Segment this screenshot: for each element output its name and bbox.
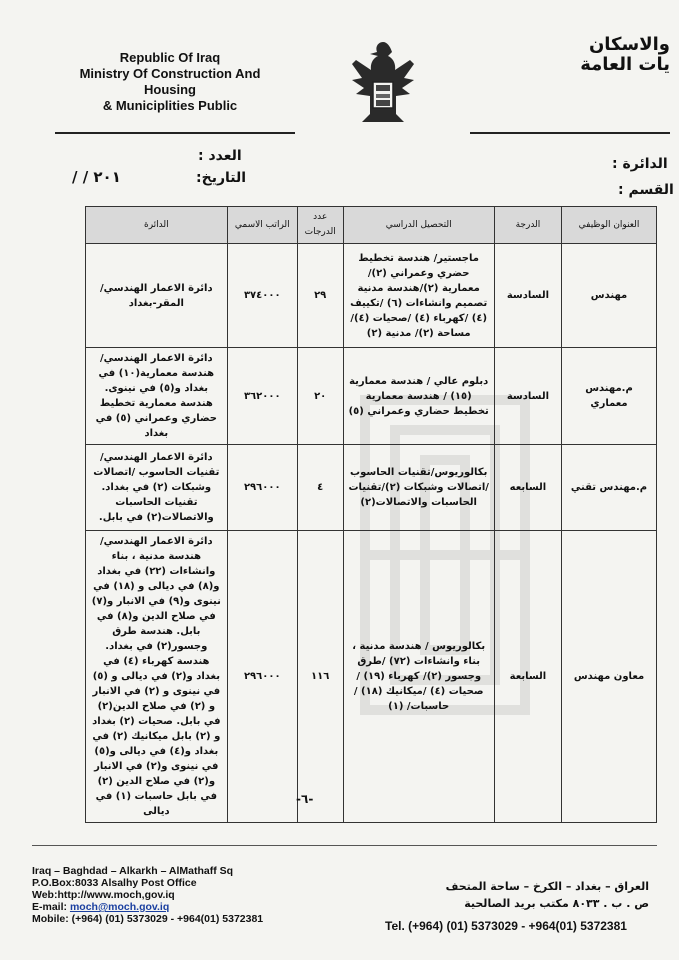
footer-divider <box>32 845 657 846</box>
page-number: -٦- <box>296 792 314 806</box>
col-salary-header: الراتب الاسمي <box>227 207 297 244</box>
cell-job-title: م.مهندس معماري <box>562 348 657 445</box>
date-label: التاريخ: <box>196 170 247 186</box>
date-value: / / ٢٠١ <box>72 168 121 186</box>
header-line-municipalities: & Municiplities Public <box>102 98 238 113</box>
section-label: القسم : <box>618 182 674 198</box>
department-label: الدائرة : <box>612 156 668 172</box>
cell-department: دائرة الاعمار الهندسي/ هندسة معمارية(١٠) في بغداد و(٥) في نينوى. هندسة معمارية تخطيط حضاري وعمراني (٥) في بغداد <box>86 348 228 445</box>
cell-department: دائرة الاعمار الهندسي/ المقر-بغداد <box>86 244 228 348</box>
cell-education: دبلوم عالي / هندسة معمارية (١٥) / هندسة معمارية تخطيط حضاري وعمراني (٥) <box>343 348 494 445</box>
footer-web-link[interactable]: Web:http://www.moch,gov.iq <box>32 889 175 901</box>
table-row <box>86 445 657 531</box>
col-count-header: عدد الدرجات <box>297 207 343 244</box>
cell-education: ماجستير/ هندسة تخطيط حضري وعمراني (٢)/ معمارية (٢)/هندسة مدنية تصميم وانشاءات (٦) /تكييف (٤) /كهرباء (٤) /صحيات (٤)/مساحة (٢)/ مدنية (٢) <box>343 244 494 348</box>
cell-grade: السابعة <box>494 531 561 823</box>
header-divider-right <box>470 132 670 134</box>
footer-telephone: Tel. (+964) (01) 5373029 - +964(01) 5372381 <box>385 919 627 933</box>
header-divider-left <box>55 132 295 134</box>
cell-count: ١١٦ <box>297 531 343 823</box>
cell-department: دائرة الاعمار الهندسي/هندسة مدنية ، بناء وانشاءات (٢٢) في بغداد و(٨) في ديالى و (١٨) في نينوى و(٩) في الانبار و(٧) في صلاح الدين و(٨) في بابل. هندسة طرق وجسور(٢) في بغداد. هندسة كهرباء (٤) في بغداد و(٢) في ديالى و (٥) في نينوى و (٢) في الانبار و (٢) في صلاح الدين(٢) في بابل. صحيات (٢) بغداد و (٢) بابل ميكانيك (٢) في بغداد و(٤) في ديالى و(٥) في نينوى و(٢) في الانبار و(٢) في صلاح الدين (٢) في بابل حاسبات (١) في ديالى <box>86 531 228 823</box>
cell-salary: ٢٩٦٠٠٠ <box>227 445 297 531</box>
col-department-header: الدائرة <box>86 207 228 244</box>
cell-job-title: م.مهندس تقني <box>562 445 657 531</box>
footer-ar-address: العراق – بغداد – الكرخ – ساحة المتحف <box>445 880 649 893</box>
number-label: العدد : <box>198 148 242 164</box>
header-ar-line2: يات العامة <box>580 54 670 75</box>
table-header-row <box>86 207 657 244</box>
col-education-header: التحصيل الدراسي <box>343 207 494 244</box>
cell-count: ٢٠ <box>297 348 343 445</box>
header-english <box>60 50 280 114</box>
cell-salary: ٣٧٤٠٠٠ <box>227 244 297 348</box>
footer-arabic <box>446 878 649 912</box>
cell-grade: السابعه <box>494 445 561 531</box>
header-line-ministry: Ministry Of Construction And Housing <box>79 66 261 97</box>
col-grade-header: الدرجة <box>494 207 561 244</box>
cell-grade: السادسة <box>494 348 561 445</box>
footer-address: Iraq – Baghdad – Alkarkh – AlMathaff Sq <box>32 865 234 877</box>
footer-email-label: E-mail: <box>32 901 70 913</box>
footer-ar-pobox: ص . ب . ٨٠٣٣ مكتب بريد الصالحية <box>464 897 649 910</box>
table-row <box>86 348 657 445</box>
table-row <box>86 531 657 823</box>
cell-department: دائرة الاعمار الهندسي/ تقنيات الحاسوب /اتصالات وشبكات (٢) في بغداد. تقنيات الحاسبات والاتصالات(٢) في بابل. <box>86 445 228 531</box>
cell-count: ٤ <box>297 445 343 531</box>
cell-job-title: معاون مهندس <box>562 531 657 823</box>
footer-pobox: P.O.Box:8033 Alsalhy Post Office <box>32 877 197 889</box>
header-line-republic: Republic Of Iraq <box>119 50 221 65</box>
cell-salary: ٣٦٢٠٠٠ <box>227 348 297 445</box>
header-ar-line1: والاسكان <box>588 34 670 55</box>
footer-english <box>32 865 263 925</box>
header-arabic <box>520 35 670 75</box>
positions-table <box>85 206 657 823</box>
cell-count: ٢٩ <box>297 244 343 348</box>
cell-education: بكالوريوس/تقنيات الحاسوب /اتصالات وشبكات (٢)/تقنيات الحاسبات والاتصالات(٢) <box>343 445 494 531</box>
cell-job-title: مهندس <box>562 244 657 348</box>
table-row <box>86 244 657 348</box>
cell-grade: السادسة <box>494 244 561 348</box>
cell-education: بكالوريوس / هندسة مدنية ، بناء وانشاءات (٧٢) /طرق وجسور (٢)/ كهرباء (١٩) /صحيات (٤) /ميكانيك (١٨) /حاسبات/ (١) <box>343 531 494 823</box>
iraq-eagle-emblem-icon <box>348 38 418 128</box>
footer-email-link[interactable]: moch@moch.gov.iq <box>69 901 170 913</box>
cell-salary: ٢٩٦٠٠٠ <box>227 531 297 823</box>
col-job-title-header: العنوان الوظيفي <box>562 207 657 244</box>
footer-mobile: Mobile: (+964) (01) 5373029 - +964(01) 5372381 <box>32 913 264 925</box>
footer-email-line <box>32 901 263 913</box>
